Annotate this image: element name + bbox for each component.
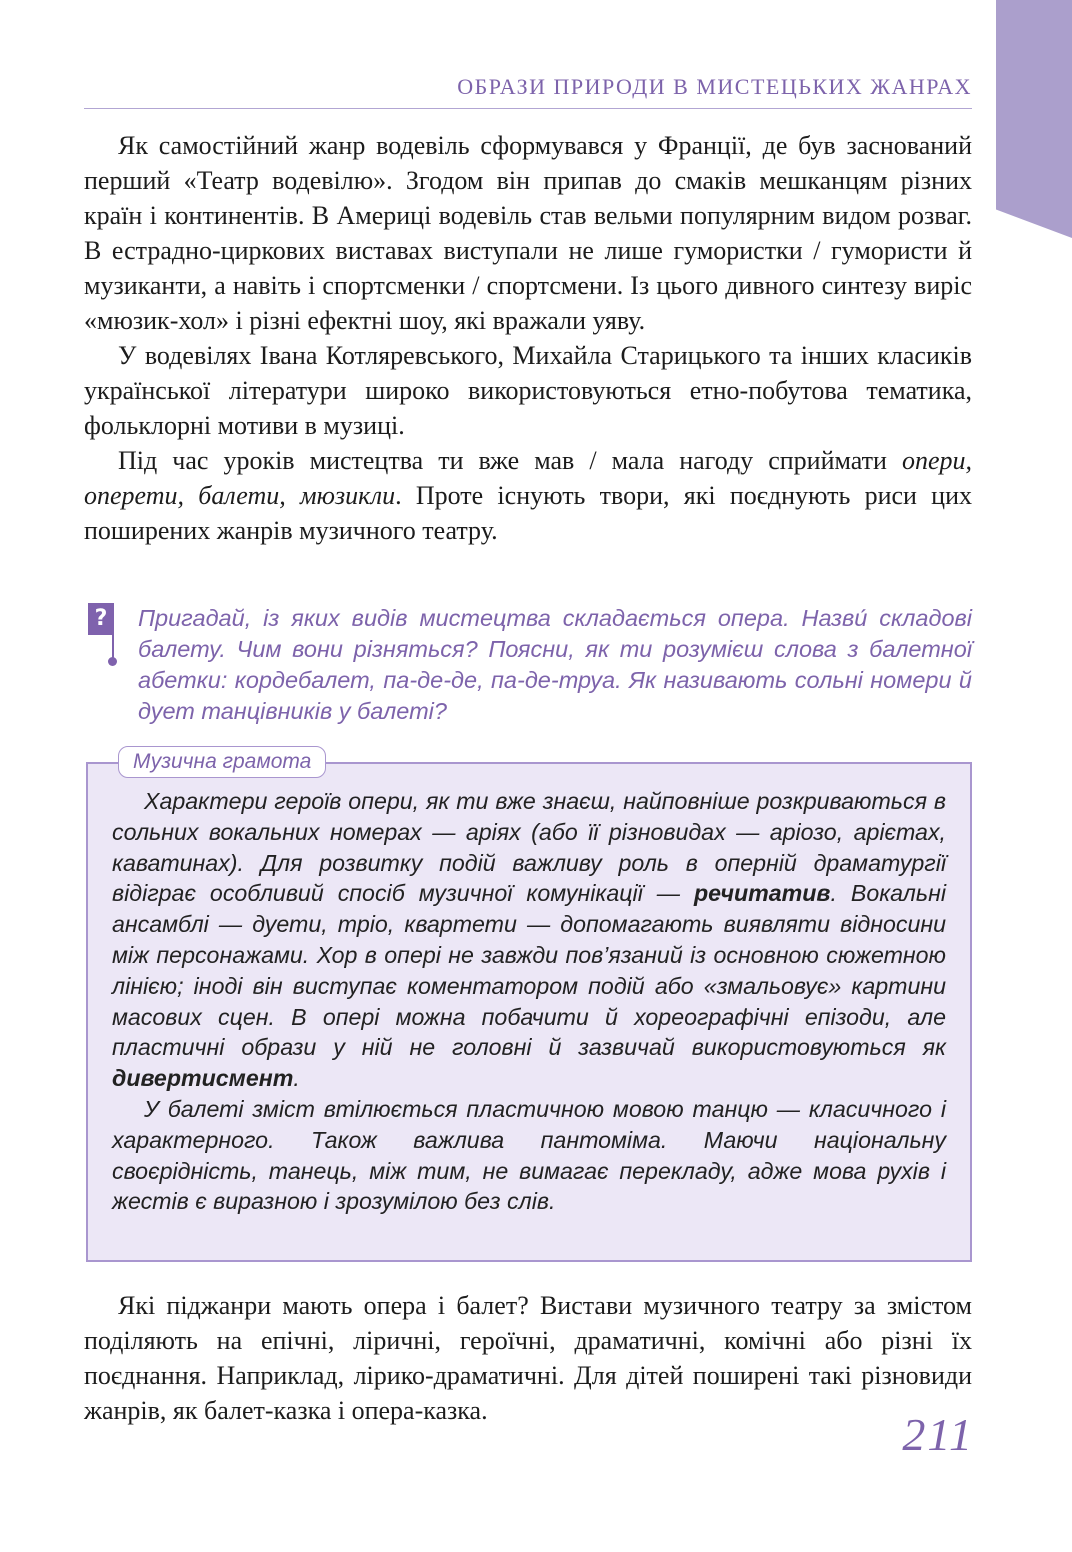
page-number: 211 [902, 1409, 974, 1460]
question-text: Пригадай, із яких видів мистецтва складається опера. Назви́ складові балету. Чим вони різняться? Поясни, як ти розумієш слова з балетної абетки: кордебалет, па-де-де, па-де-труа. Як називають сольні номери й дует танцівників у балеті? [138, 605, 972, 724]
gramota-text-part: . Вокальні ансамблі — дуети, тріо, квартети — допомагають виявляти відносини між персонажами. Хор в опері не завжди пов’язаний із основною сюжетною лінією; іноді він виступає коментатором подій або «змальовує» картини масових сцен. В опері можна побачити й хореографічні епізоди, але пластичні образи у ній не головні й зазвичай використовуються як [112, 880, 946, 1061]
gramota-paragraph-ballet: У балеті зміст втілюється пластичною мовою танцю — класичного і характерного. Також важлива пантоміма. Маючи національну своєрідність, танець, між тим, не вимагає перекладу, адже мова рухів і жестів є виразною і зрозумілою без слів. [112, 1095, 946, 1215]
paragraph-3-start: Під час уроків мистецтва ти вже мав / мала нагоду сприймати [118, 446, 902, 475]
question-icon-dot [108, 657, 117, 666]
main-text-top [84, 128, 972, 548]
paragraph-vaudeville-origin: Як самостійний жанр водевіль сформувався у Франції, де був заснований перший «Театр водевілю». Згодом він припав до смаків мешканцям різних країн і континентів. В Америці водевіль став вельми популярним видом розваг. В естрадно-циркових виставах виступали не лише гумористки / гумористи й музиканти, а навіть і спортсменки / спортсмени. Із цього дивного синтезу виріс «мюзик-хол» і різні ефектні шоу, які вражали уяву. [84, 131, 972, 335]
gramota-text-part: Характери героїв опери, як ти вже знаєш, найповніше розкриваються в сольних вокальних номерах — аріях (або її різновидах — аріозо, арієтах, каватинах). Для розвитку подій важливу роль в оперній драматургії відіграє особливий спосіб музичної комунікації — [112, 788, 946, 907]
paragraph-subgenres: Які піджанри мають опера і балет? Вистави музичного театру за змістом поділяють на епічні, ліричні, героїчні, драматичні, комічні або різні їх поєднання. Наприклад, лірико-драматичні. Для дітей поширені такі різновиди жанрів, як балет-казка і опера-казка. [84, 1291, 972, 1425]
running-header: ОБРАЗИ ПРИРОДИ В МИСТЕЦЬКИХ ЖАНРАХ [84, 74, 972, 109]
term-recitative: речитатив [693, 880, 831, 907]
genre-list: опери, оперети, балети, мюзикли [84, 446, 972, 510]
question-block [88, 603, 972, 727]
term-divertissement: дивертисмент [112, 1065, 294, 1092]
gramota-text-part: . [293, 1065, 300, 1092]
music-literacy-text [112, 786, 946, 1217]
main-text-bottom [84, 1288, 972, 1428]
paragraph-ukrainian-vaudeville: У водевілях Івана Котляревського, Михайла Старицького та інших класиків української літератури широко використовуються етно-побутова тематика, фольклорні мотиви в музиці. [84, 341, 972, 440]
question-icon: ? [88, 603, 114, 635]
chapter-tab [996, 0, 1072, 238]
music-literacy-label: Музична грамота [118, 746, 326, 778]
paragraph-music-theatre [84, 443, 972, 548]
paragraph-3-end: . Проте існують твори, які поєднують риси цих поширених жанрів музичного театру. [84, 481, 973, 545]
gramota-paragraph-opera [112, 786, 946, 1094]
